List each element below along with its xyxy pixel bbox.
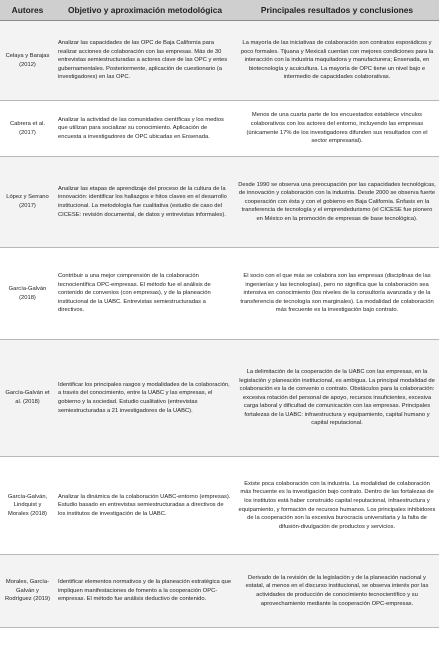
cell-results: Menos de una cuarta parte de los encuestados establece vínculos colaborativos con los actores del entorno, incluyendo las empresas (únicamente 17% de los investigadores difunden sus resultados con el sector empresarial). <box>235 101 439 157</box>
table-row <box>0 21 439 101</box>
cell-objective: Identificar los principales rasgos y modalidades de la colaboración, a través del conocimiento, entre la UABC y las empresas, el gobierno y la sociedad. Estudio cualitativo (entrevistas semiestructuradas a 21 investigadores de la UABC). <box>55 340 235 457</box>
table-row <box>0 340 439 457</box>
cell-results: La mayoría de las iniciativas de colaboración son contratos esporádicos y poco formales. Tijuana y Mexicali cuentan con mejores condiciones para la interacción con la industria maquiladora y manufacturera; Ensenada, en biotecnología y acuicultura. La mayoría de OPC tiene un nivel bajo e intermedio de capacidades colaborativas. <box>235 21 439 101</box>
header-authors: Autores <box>0 0 55 21</box>
header-row <box>0 0 439 21</box>
cell-results: Desde 1990 se observa una preocupación por las capacidades tecnológicas, de innovación y colaboración con la industria. Desde 2000 se observa fuerte cooperación con ésta y con el gobierno en Baja California. Énfasis en la transferencia de tecnología y el emprendedurismo (el CICESE fue pionero en México en la promoción de empresas de base tecnológica). <box>235 157 439 248</box>
cell-objective: Analizar la dinámica de la colaboración UABC-entorno (empresas). Estudio basado en entrevistas semiestructuradas a directivos de los institutos de investigación de la UABC. <box>55 457 235 555</box>
cell-authors: García-Galván (2018) <box>0 248 55 340</box>
header-objective: Objetivo y aproximación metodológica <box>55 0 235 21</box>
table-row <box>0 101 439 157</box>
cell-authors: Morales, García-Galván y Rodríguez (2019) <box>0 555 55 628</box>
cell-authors: García-Galván et al. (2018) <box>0 340 55 457</box>
table-body <box>0 21 439 628</box>
table-header <box>0 0 439 21</box>
table-row <box>0 457 439 555</box>
cell-results: El socio con el que más se colabora son las empresas (disciplinas de las ingenierías y las tecnologías), pero no significa que la colaboración sea intensiva en conocimiento (los niveles de la consultoría avanzada y de la transferencia de tecnología son marginales). La modalidad de colaboración más frecuente es la investigación bajo contrato. <box>235 248 439 340</box>
cell-authors: López y Serrano (2017) <box>0 157 55 248</box>
cell-results: Existe poca colaboración con la industria. La modalidad de colaboración más frecuente es la investigación bajo contrato. Dentro de las fortalezas de los institutos está haber construido capital reputacional, infraestructura y equipamiento, y formación de recursos humanos. Los principales inhibidores de la cooperación son la excesiva burocracia universitaria y la falta de difusión-divulgación de productos y servicios. <box>235 457 439 555</box>
cell-authors: Cabrera et al. (2017) <box>0 101 55 157</box>
header-results: Principales resultados y conclusiones <box>235 0 439 21</box>
table-row <box>0 555 439 628</box>
cell-objective: Analizar las etapas de aprendizaje del proceso de la cultura de la innovación: identificar los hallazgos e hitos claves en el desarrollo institucional. La metodología fue cualitativa (estudio de caso del CICESE: revisión documental, de datos y entrevistas informales). <box>55 157 235 248</box>
table-row <box>0 157 439 248</box>
cell-objective: Contribuir a una mejor comprensión de la colaboración tecnocientífica OPC-empresas. El método fue el análisis de contenido de convenios (con empresas), y de la planeación institucional de la UABC. Entrevistas semiestructuradas a directivos. <box>55 248 235 340</box>
cell-objective: Identificar elementos normativos y de la planeación estratégica que impliquen manifestaciones de fomento a la cooperación OPC-empresas. El método fue análisis deductivo de contenido. <box>55 555 235 628</box>
cell-authors: Celaya y Barajas (2012) <box>0 21 55 101</box>
cell-results: Derivado de la revisión de la legislación y de la planeación nacional y estatal, al menos en el discurso institucional, se observa interés por las actividades de producción de conocimiento tecnocientífico y su aprovechamiento mediante la cooperación OPC-empresas. <box>235 555 439 628</box>
cell-objective: Analizar las capacidades de las OPC de Baja California para realizar acciones de colaboración con las empresas. Más de 30 entrevistas semiestructuradas a actores clave de las OPC y entes gubernamentales. Posteriormente, aplicación de cuestionario (a investigadores) en las OPC. <box>55 21 235 101</box>
cell-objective: Analizar la actividad de las comunidades científicas y los medios que utilizan para socializar su conocimiento. Aplicación de encuesta a investigadores de OPC ubicadas en Ensenada. <box>55 101 235 157</box>
cell-authors: García-Galván, Lindquist y Morales (2018) <box>0 457 55 555</box>
table-row <box>0 248 439 340</box>
cell-results: La delimitación de la cooperación de la UABC con las empresas, en la legislación y planeación institucional, es ambigua. La principal modalidad de colaboración es la de convenio o contrato. Obstáculos para la colaboración: excesiva rotación del personal de apoyo, recursos insuficientes, excesiva carga laboral y dificultad de comunicación con las empresas. Principales fortalezas de la UABC: infraestructura y equipamiento, capital humano y capital reputacional. <box>235 340 439 457</box>
